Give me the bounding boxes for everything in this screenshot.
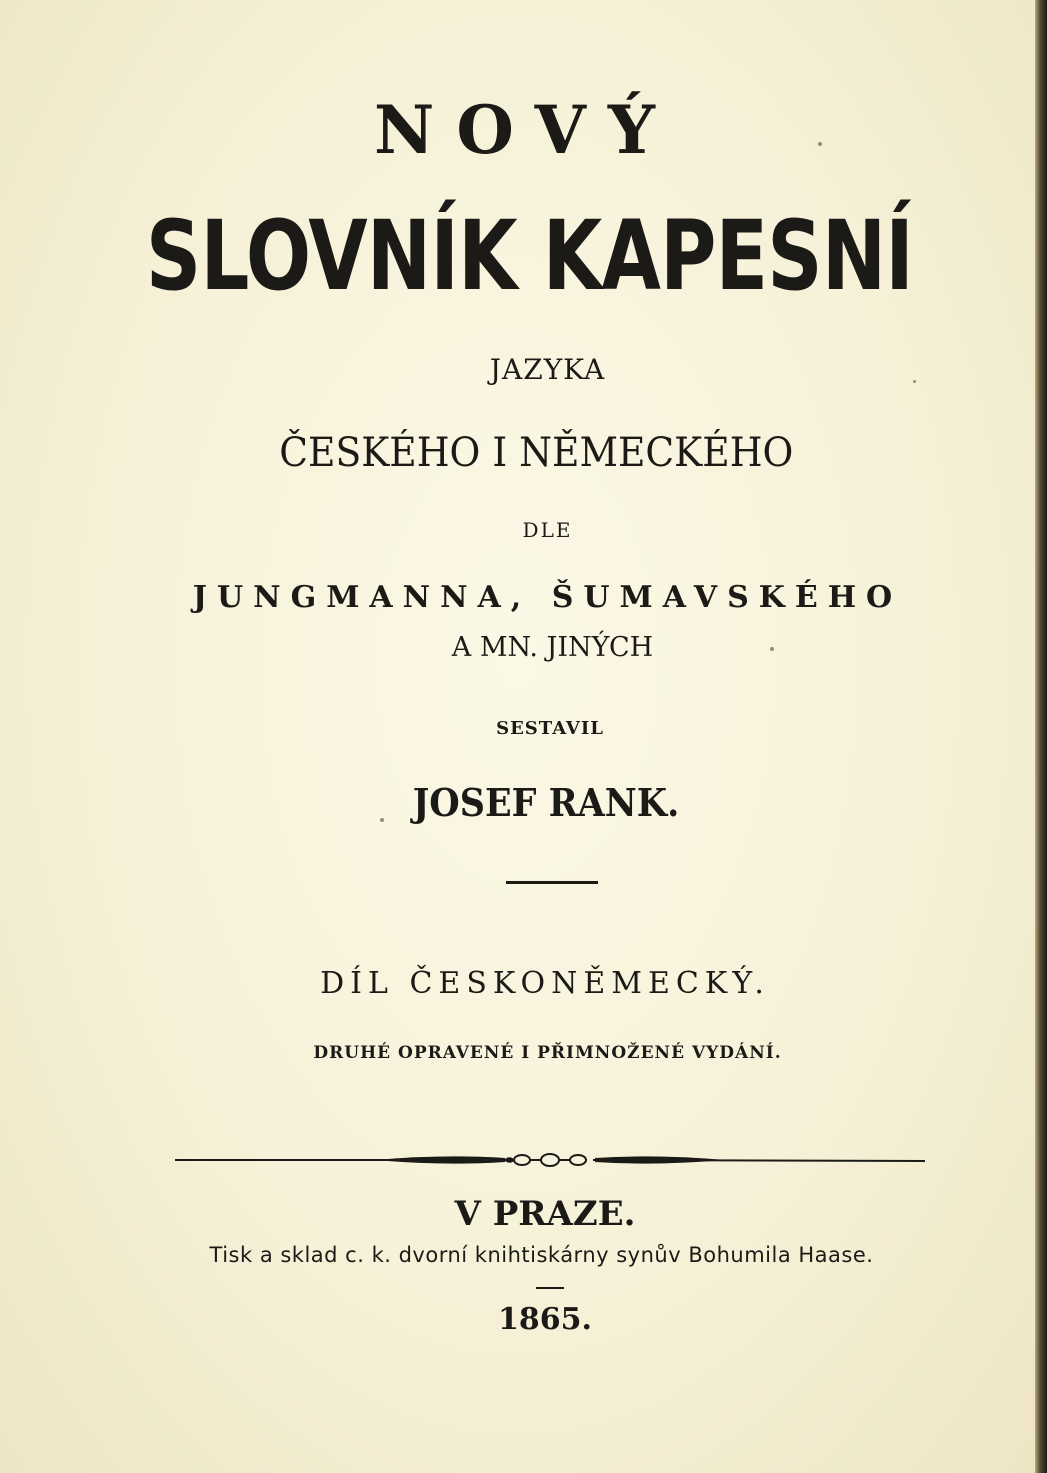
title-line-slovnik-kapesni: SLOVNÍK KAPESNÍ (145, 200, 914, 312)
ornamental-rule (175, 1145, 925, 1175)
tiny-divider-rule (536, 1287, 564, 1289)
paper-speck (380, 818, 384, 822)
short-divider-rule (506, 881, 598, 884)
sources-line: JUNGMANNA, ŠUMAVSKÉHO (192, 580, 903, 615)
paper-speck (818, 142, 822, 146)
paper-speck (913, 380, 916, 383)
imprint-year: 1865. (498, 1302, 592, 1337)
subtitle-dle: DLE (522, 518, 573, 542)
imprint-printer: Tisk a sklad c. k. dvorní knihtiskárny synův Bohumila Haase. (209, 1243, 874, 1267)
compiled-by-label: SESTAVIL (496, 718, 604, 739)
subtitle-ceskeho-nemeckeho: ČESKÉHO I NĚMECKÉHO (279, 430, 794, 476)
edition-statement: DRUHÉ OPRAVENÉ I PŘIMNOŽENÉ VYDÁNÍ. (313, 1043, 782, 1063)
subtitle-jazyka: JAZYKA (489, 353, 606, 386)
author-name: JOSEF RANK. (412, 780, 680, 825)
imprint-place: V PRAZE. (454, 1194, 636, 1234)
volume-part: DÍL ČESKONĚMECKÝ. (320, 966, 770, 1001)
sources-others-line: A MN. JINÝCH (451, 632, 654, 663)
title-line-novy: NOVÝ (374, 91, 677, 169)
book-page-edge (1035, 0, 1047, 1473)
paper-speck (770, 647, 774, 651)
